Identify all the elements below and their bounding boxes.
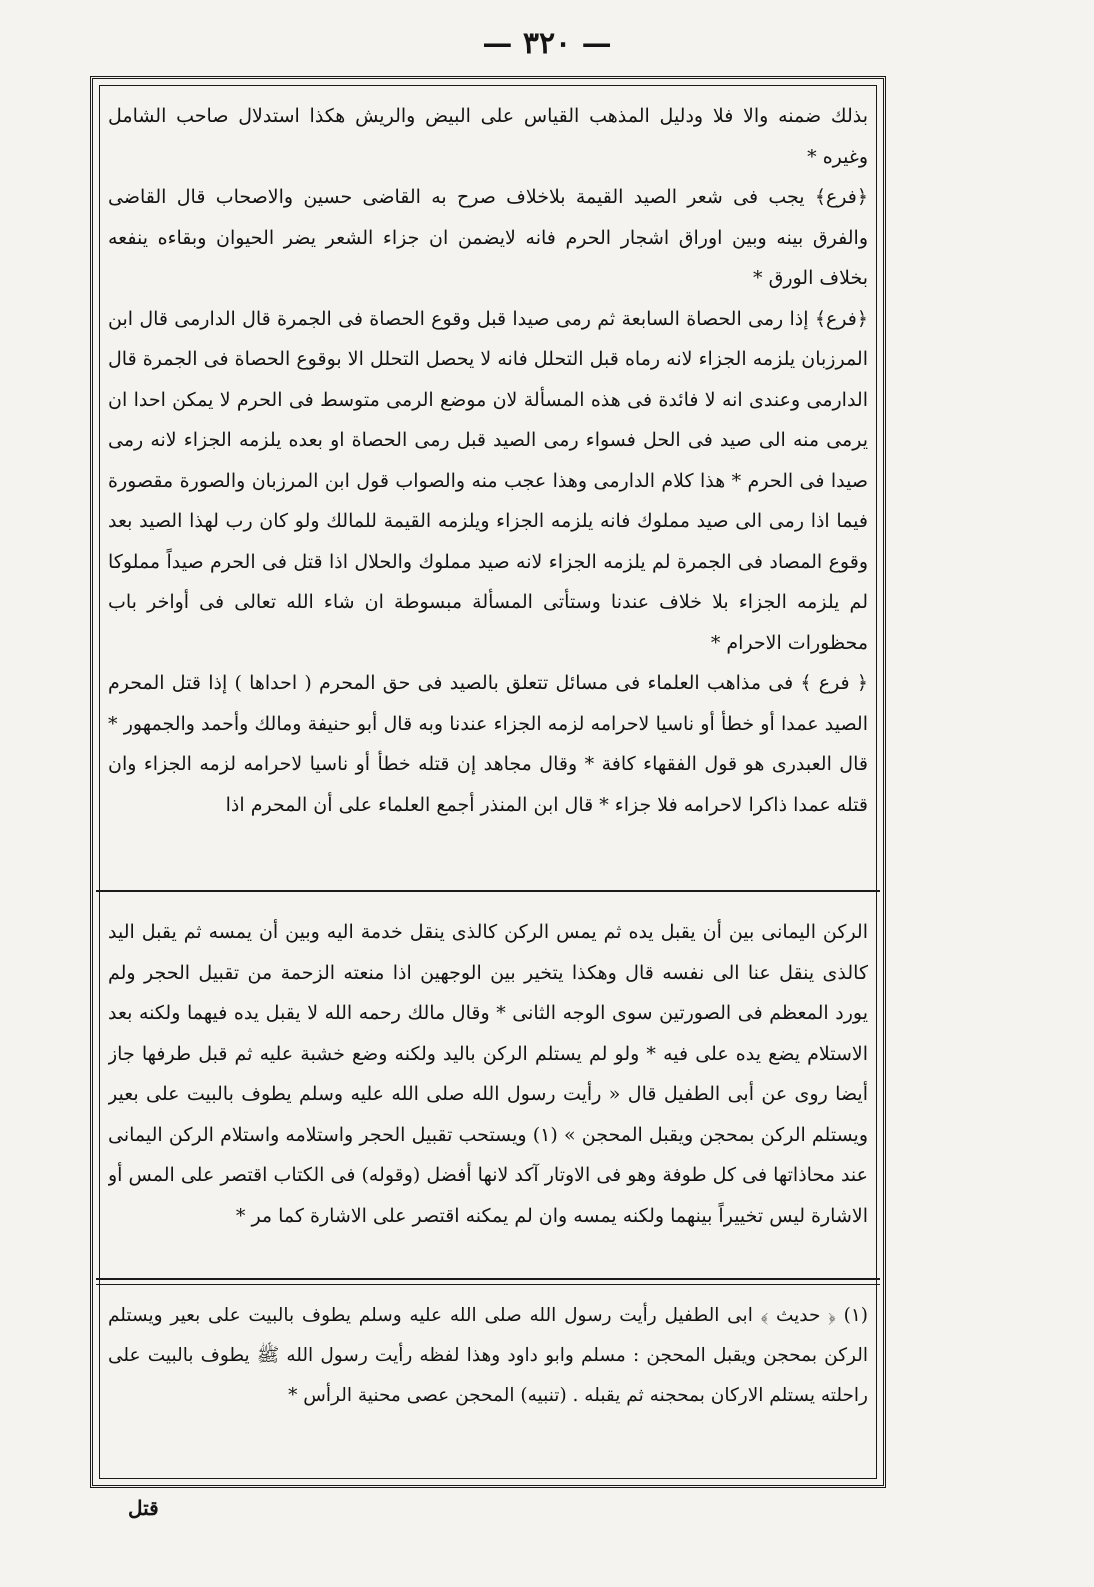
main-paragraph: ﴿فرع﴾ يجب فى شعر الصيد القيمة بلاخلاف صرح به القاضى حسين والاصحاب قال القاضى والفرق بينه وبين اوراق اشجار الحرم فانه لايضمن ان جزاء الشعر يضر الحيوان وبقاءه ينفعه بخلاف الورق * [108, 186, 868, 289]
section-divider [96, 890, 880, 892]
footnote-paragraph: (١) ﴿ حديث ﴾ ابى الطفيل رأيت رسول الله صلى الله عليه وسلم يطوف بالبيت على بعير ويستلم الركن بمحجن ويقبل المحجن : مسلم وابو داود وهذا لفظه رأيت رسول الله ﷺ يطوف بالبيت على راحلته يستلم الاركان بمحجنه ثم يقبله . (تنبيه) المحجن عصى محنية الرأس * [108, 1305, 868, 1406]
main-paragraph: بذلك ضمنه والا فلا ودليل المذهب القياس على البيض والريش هكذا استدلال صاحب الشامل وغيره * [108, 105, 868, 168]
catchword: قتل [128, 1496, 159, 1520]
commentary-paragraph: الركن اليمانى بين أن يقبل يده ثم يمس الركن كالذى ينقل خدمة اليه وبين أن يمسه ثم يقبل اليد كالذى ينقل عنا الى نفسه قال وهكذا يتخير بين الوجهين اذا منعته الزحمة من تقبيل الحجر ولم يورد المعظم فى الصورتين سوى الوجه الثانى * وقال مالك رحمه الله لا يقبل يده فيهما ولكنه بعد الاستلام يضع يده على فيه * ولو لم يستلم الركن باليد ولكنه وضع خشبة عليه ثم قبل طرفها جاز أيضا روى عن أبى الطفيل قال « رأيت رسول الله صلى الله عليه وسلم يطوف بالبيت على بعير ويستلم الركن بمحجن ويقبل المحجن » (١) ويستحب تقبيل الحجر واستلامه واستلام الركن اليمانى عند محاذاتها فى كل طوفة وهو فى الاوتار آكد لانها أفضل (وقوله) فى الكتاب اقتصر على المس أو الاشارة ليس تخييراً بينهما ولكنه يمسه وان لم يمكنه اقتصر على الاشارة كما مر * [108, 921, 868, 1227]
main-paragraph: ﴿فرع﴾ إذا رمى الحصاة السابعة ثم رمى صيدا قبل وقوع الحصاة فى الجمرة قال الدارمى قال ابن المرزبان يلزمه الجزاء لانه رماه قبل التحلل فانه لا يحصل التحلل الا بوقوع الحصاة فى الجمرة قال الدارمى وعندى انه لا فائدة فى هذه المسألة لان موضع الرمى متوسط فى الحرم لا يمكن احدا ان يرمى منه الى صيد فى الحل فسواء رمى الصيد قبل رمى الحصاة او بعده يلزمه الجزاء لانه رمى صيدا فى الحرم * هذا كلام الدارمى وهذا عجب منه والصواب قول ابن المرزبان والصورة مقصورة فيما اذا رمى الى صيد مملوك فانه يلزمه الجزاء ويلزمه القيمة للمالك ولو كان رب لهذا الصيد بعد وقوع المصاد فى الجمرة لم يلزمه الجزاء لانه صيد مملوك والحلال اذا قتل فى الحرم صيداً مملوكا لم يلزمه الجزاء بلا خلاف عندنا وستأتى المسألة مبسوطة ان شاء الله تعالى فى أواخر باب محظورات الاحرام * [108, 307, 868, 654]
footnote [108, 1296, 868, 1426]
commentary-text [108, 912, 868, 1260]
page-number: — ٣٢٠ — [482, 26, 612, 61]
footnote-divider-thin [96, 1284, 880, 1285]
footnote-divider [96, 1278, 880, 1280]
main-paragraph: ﴿ فرع ﴾ فى مذاهب العلماء فى مسائل تتعلق بالصيد فى حق المحرم ( احداها ) إذا قتل المحرم الصيد عمدا أو خطأ أو ناسيا لاحرامه لزمه الجزاء عندنا وبه قال أبو حنيفة ومالك وأحمد والجمهور * قال العبدرى هو قول الفقهاء كافة * وقال مجاهد إن قتله خطأ أو ناسيا لاحرامه لزمه الجزاء وان قتله عمدا ذاكرا لاحرامه فلا جزاء * قال ابن المنذر أجمع العلماء على أن المحرم اذا [108, 672, 868, 816]
main-text [108, 96, 868, 876]
